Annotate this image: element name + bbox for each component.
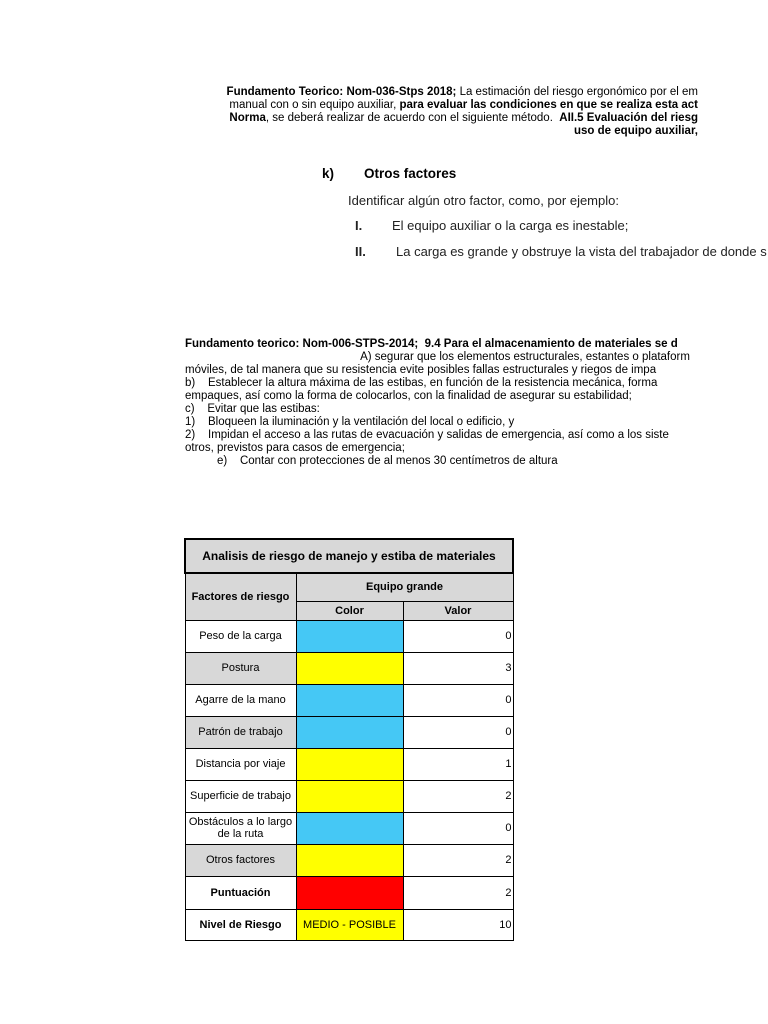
risk-value: 3 — [403, 652, 513, 684]
risk-factor-label: Peso de la carga — [185, 620, 296, 652]
table-title: Analisis de riesgo de manejo y estiba de materiales — [185, 539, 513, 573]
paragraph-line — [0, 99, 698, 112]
paragraph-line — [185, 351, 698, 364]
score-value: 2 — [403, 876, 513, 909]
text-segment: Fundamento Teorico: Nom-036-Stps 2018; — [226, 86, 457, 98]
risk-factor-label: Superficie de trabajo — [185, 780, 296, 812]
paragraph-line — [185, 364, 698, 377]
paragraph-line — [185, 455, 698, 468]
table-row — [185, 620, 513, 652]
table-row — [185, 812, 513, 844]
paragraph-line — [185, 403, 698, 416]
factor-item-text: La carga es grande y obstruye la vista del trabajador de donde s — [396, 244, 767, 259]
level-value: 10 — [403, 909, 513, 940]
risk-value: 0 — [403, 716, 513, 748]
text-segment: AII.5 Evaluación del riesg — [559, 112, 698, 124]
paragraph-line — [185, 442, 698, 455]
text-segment: empaques, así como la forma de colocarlos, con la finalidad de asegurar su estabilidad; — [185, 390, 632, 402]
risk-value: 2 — [403, 780, 513, 812]
risk-factor-label: Obstáculos a lo largo de la ruta — [185, 812, 296, 844]
risk-color-swatch — [296, 844, 403, 876]
paragraph-line — [185, 377, 698, 390]
text-segment: otros, previstos para casos de emergencia; — [185, 442, 405, 454]
risk-value: 2 — [403, 844, 513, 876]
paragraph-line — [185, 429, 698, 442]
text-segment: manual con o sin equipo auxiliar, — [229, 99, 400, 111]
text-segment: A) segurar que los elementos estructurales, estantes o plataform — [185, 351, 690, 363]
risk-factor-label: Agarre de la mano — [185, 684, 296, 716]
paragraph-line — [0, 86, 698, 99]
risk-value: 0 — [403, 812, 513, 844]
risk-factor-label: Postura — [185, 652, 296, 684]
paragraph-line — [185, 416, 698, 429]
text-segment: para evaluar las condiciones en que se realiza esta act — [399, 99, 698, 111]
col-header-value: Valor — [403, 601, 513, 620]
paragraph-line — [0, 112, 698, 125]
risk-value: 0 — [403, 620, 513, 652]
text-segment: , se deberá realizar de acuerdo con el siguiente método. — [265, 112, 560, 124]
text-segment: La estimación del riesgo ergonómico por el em — [456, 86, 698, 98]
risk-color-swatch — [296, 620, 403, 652]
group-header: Equipo grande — [296, 573, 513, 601]
row-header: Factores de riesgo — [185, 573, 296, 620]
risk-value: 0 — [403, 684, 513, 716]
score-label: Puntuación — [185, 876, 296, 909]
table-row — [185, 716, 513, 748]
risk-color-swatch — [296, 812, 403, 844]
text-segment: Norma — [229, 112, 266, 124]
text-segment: e) Contar con protecciones de al menos 30 centímetros de altura — [185, 455, 558, 467]
level-text: MEDIO - POSIBLE — [296, 909, 403, 940]
factor-item-num: II. — [355, 244, 366, 259]
level-label: Nivel de Riesgo — [185, 909, 296, 940]
nom036-paragraph — [0, 86, 698, 138]
text-segment: Fundamento teorico: Nom-006-STPS-2014; 9.4 Para el almacenamiento de materiales se d — [185, 338, 678, 350]
text-segment: uso de equipo auxiliar, — [574, 125, 698, 137]
factor-heading — [322, 166, 522, 184]
nom006-paragraph — [185, 338, 698, 468]
risk-color-swatch — [296, 780, 403, 812]
text-segment: 2) Impidan el acceso a las rutas de evacuación y salidas de emergencia, así como a los siste — [185, 429, 669, 441]
factor-letter: k) — [322, 166, 335, 181]
text-segment: c) Evitar que las estibas: — [185, 403, 320, 415]
risk-analysis-table — [184, 538, 514, 941]
risk-color-swatch — [296, 652, 403, 684]
table-row — [185, 780, 513, 812]
text-segment: b) Establecer la altura máxima de las estibas, en función de la resistencia mecánica, forma — [185, 377, 658, 389]
risk-factor-label: Patrón de trabajo — [185, 716, 296, 748]
paragraph-line — [185, 338, 698, 351]
risk-factor-label: Otros factores — [185, 844, 296, 876]
table-row — [185, 684, 513, 716]
risk-value: 1 — [403, 748, 513, 780]
factor-title: Otros factores — [364, 166, 457, 181]
table-row — [185, 844, 513, 876]
risk-color-swatch — [296, 684, 403, 716]
factor-intro: Identificar algún otro factor, como, por ejemplo: — [348, 193, 619, 208]
factor-item-num: I. — [355, 218, 363, 233]
text-segment: 1) Bloqueen la iluminación y la ventilación del local o edificio, y — [185, 416, 515, 428]
score-color-swatch — [296, 876, 403, 909]
paragraph-line — [0, 125, 698, 138]
text-segment: móviles, de tal manera que su resistencia evite posibles fallas estructurales y riegos de impa — [185, 364, 657, 376]
risk-factor-label: Distancia por viaje — [185, 748, 296, 780]
col-header-color: Color — [296, 601, 403, 620]
table-row — [185, 652, 513, 684]
table-row — [185, 748, 513, 780]
factor-item-text: El equipo auxiliar o la carga es inestable; — [392, 218, 629, 233]
risk-color-swatch — [296, 748, 403, 780]
paragraph-line — [185, 390, 698, 403]
risk-color-swatch — [296, 716, 403, 748]
